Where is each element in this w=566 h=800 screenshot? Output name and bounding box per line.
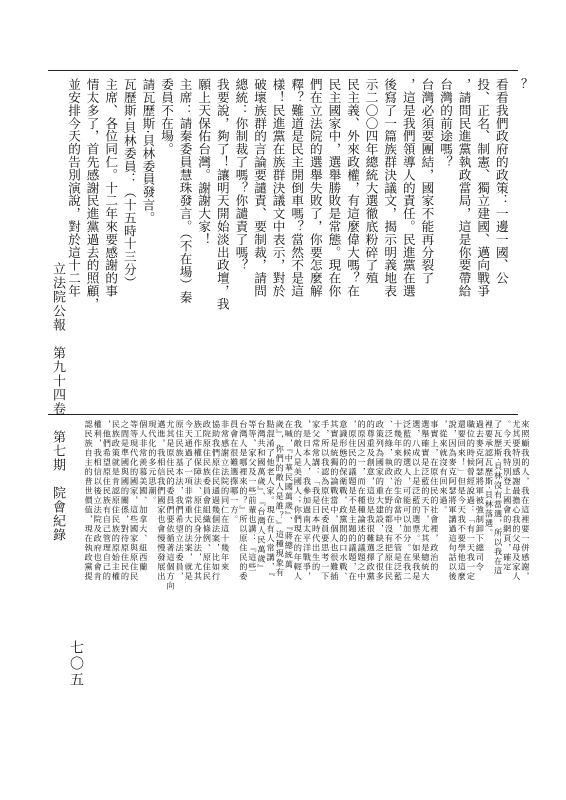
text-column: ，原住民的議題是不是主題的議題，在	[348, 420, 358, 582]
top-rule	[48, 70, 518, 71]
text-column: 過去麥克阿瑟將軍被強制卸下總司令	[475, 420, 486, 572]
text-column: 族工作權保障法、原住民身分法，尤其	[193, 420, 204, 582]
text-column: 尤其要特別感謝最擔心我的父母及家人	[511, 420, 522, 582]
text-column: 等等，家父及一些前輩也講：『這些	[247, 420, 258, 572]
text-column: 樣！民進黨在族群決議文中表示，對於	[270, 78, 286, 298]
text-column: 示二〇〇四年總統大選徹底粉碎了殖	[363, 78, 379, 285]
text-column: 我要說，夠了！讓明天開始淡出政壇，我	[214, 78, 230, 311]
text-column: 邁進，我相信我們國家也會慢慢發展出	[156, 420, 167, 582]
text-column: 今天通過了一項非常重大的法案，就是	[184, 420, 195, 582]
text-column: 願上天保佑台灣。謝謝大家！	[196, 78, 212, 246]
text-column: 破壞族群的言論要譴責、要制裁，請問	[252, 78, 267, 298]
text-column: ，是日本人，我參加過南太平洋戰爭，	[302, 420, 313, 582]
text-column: 歲』，你們的敵人是誰？』這種現象有	[275, 420, 286, 578]
text-column: 主席、各位同仁。十二年來要感謝的事	[103, 78, 119, 298]
text-column: 意識形態的保衛戰，政黨間的口水戰、	[338, 420, 349, 582]
text-column: 請瓦歷斯‧貝林委員發言。	[140, 78, 156, 225]
text-column: 十幾年來的政治生命當中，不管是泛藍	[393, 420, 404, 582]
text-column: 、泛綠，執政、在野的都沒有把原住民	[384, 420, 395, 582]
text-column: 原住民族基本法，我們希望立法委員，	[175, 420, 186, 582]
text-column: 還要回來！」但是今天我不要學他這麼	[457, 420, 468, 582]
middle-rule	[48, 414, 518, 415]
text-column: ？	[512, 78, 528, 91]
text-column: 我的敵人是美國人；你們現在的年輕人	[293, 420, 304, 582]
text-column: ，從來就沒有回來過。	[439, 420, 449, 515]
text-column: 政策列為國家的重大建設，缺乏了很多	[375, 420, 386, 582]
text-column: 點混淆了他老人家。現在有人常講，『	[266, 420, 277, 578]
text-column: 現代化的多元思潮。	[147, 420, 158, 506]
text-column: 情太多了，首先感謝民進黨過去的照顧，	[84, 78, 100, 311]
text-column: 尤其是原住民的委員們要依循著這個方向	[166, 420, 176, 591]
text-column: 個人非常羨慕美國、加拿大、紐西蘭	[138, 420, 149, 572]
page-number: 七〇五	[68, 640, 84, 688]
text-column: ，請問民進黨執政當局，這是你要帶給	[456, 78, 472, 298]
text-column: 的尊重及創意，這也是我很難選擇政黨	[366, 420, 377, 582]
text-column: 民主國家中，選舉勝敗是常態。現在你	[326, 78, 342, 298]
text-column: 。今天我特別登上國會的網頁，確定	[502, 420, 513, 572]
text-column: 等等現代化的國家，這些國家與原住民	[129, 420, 140, 582]
text-column: ，這是我們領導人的責任。民進黨在選	[400, 78, 416, 298]
text-column: ，他們希望原住民族有自己管理自己的	[102, 420, 113, 582]
text-column: 之間是準國與國的關係，對待原住民的	[120, 420, 131, 582]
text-column: 民族政策就是肯認原住民族的原始主權	[111, 420, 122, 582]
text-column: 非常感謝立法院的同仁在這十幾年來	[220, 420, 231, 572]
text-column: 選，八成以上是泛藍的選票。如果我是	[411, 420, 422, 582]
text-column: 後寫了一篇族群決議文，揭示明義地表	[382, 78, 398, 298]
text-column: 認民族自主的普世價值，現在執政黨提	[84, 420, 95, 582]
text-column: 裡要承認瓦歷斯‧貝林落選。	[484, 420, 495, 538]
text-column: 手，所以我認為原住民委員要思考一下	[320, 420, 331, 582]
text-column: 其實是統獨的論戰當中，個人也很難插	[329, 420, 340, 582]
text-column: 事實上，在原住民的社會裡，政治的	[429, 420, 440, 572]
text-column: 泛藍的候選人，可能可以加分。在我二	[402, 420, 413, 582]
text-column: 台灣必須要團結，國家不能再分裂了	[419, 78, 435, 285]
text-column: 家父常常講：「我是日本時代出生的	[311, 420, 322, 572]
text-column: 了瓦歷斯‧貝林沒有當選，所以我在這	[493, 420, 504, 576]
text-column: 並安排今天的告別演說，對於這十二年	[66, 78, 81, 298]
text-column: 選舉確實是泛藍的天下，尤其是總統大	[420, 420, 431, 582]
text-column: 台灣共和國萬歲』、『台灣人民萬歲』	[257, 420, 267, 574]
text-column: 主席：請秦委員慧珠發言。（不在場）秦	[177, 78, 193, 304]
text-column: 權利，我相信以後立法院及政府也會肯	[93, 420, 104, 582]
text-column: 委員不在場。	[159, 78, 174, 156]
text-column: 員會在很難選擇哪一方。	[229, 420, 240, 525]
text-column: 來照顧我的人，我在這裡要一併感謝，	[520, 420, 531, 582]
text-column: 釋？難道是民主開倒車嗎？當然不是這	[289, 78, 305, 298]
text-column: 瓦歷斯‧貝林委員：（十五時十三分）	[121, 78, 137, 289]
publication-header: 立法院公報 第九十四卷 第七期 院會紀錄	[50, 262, 65, 542]
text-column: 台灣的前途嗎？	[438, 78, 453, 169]
text-column: 政院原住民族委員會組織條例、原住民	[202, 420, 213, 582]
text-column: 協助我們原住民通過幾個法案，比如行	[211, 420, 222, 582]
text-column: 民主義、外來政權，有這麼偉大嗎？在	[345, 78, 360, 298]
text-column: 台灣人是哪裡來的？』所以原住民的委	[238, 420, 249, 582]
text-column: 的原因之一，而在種種論述的議題之中	[357, 420, 368, 582]
text-column: 說，因為麥克阿瑟將軍講過這句話以後	[448, 420, 459, 582]
text-column: 在喊，『中華民國萬歲』、『蔣總統萬	[284, 420, 295, 570]
text-column: 們在立法院的選舉失敗了，你要怎麼解	[307, 78, 323, 298]
text-column: 投、正名、制憲、獨立建國、邁向戰爭	[475, 78, 491, 298]
text-column: 總統：你制裁了嗎？你譴責了嗎？	[233, 78, 249, 272]
text-column: 看看我們政府的政策：一邊一國、公	[493, 78, 509, 285]
text-column: 職位的時候曾經說過：「有一天我一定	[466, 420, 477, 582]
